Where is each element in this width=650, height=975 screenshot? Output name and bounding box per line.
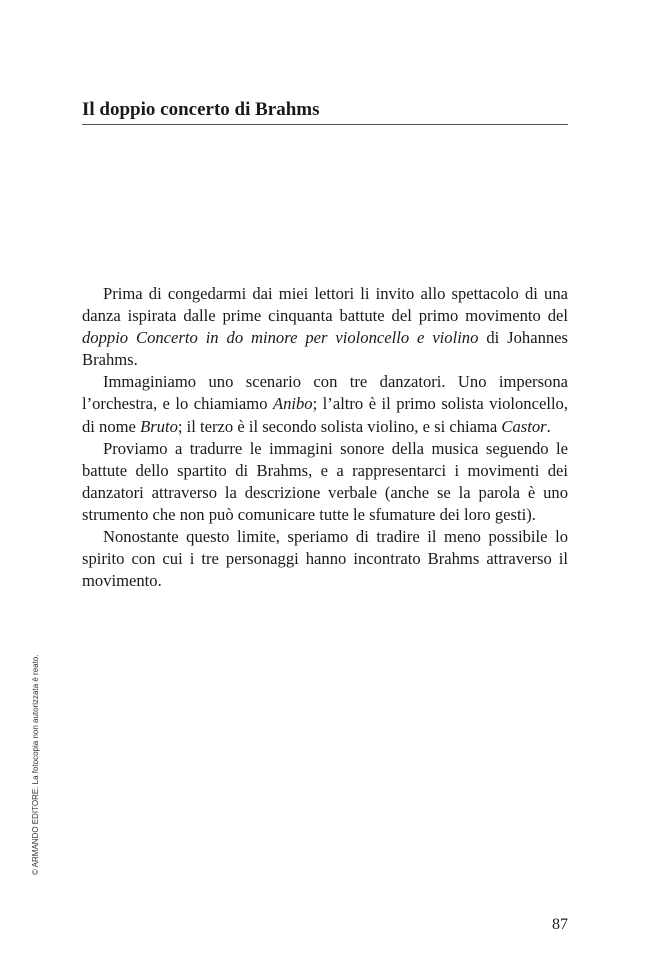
paragraph-2 xyxy=(82,371,568,437)
paragraph-1-text-a: Prima di congedarmi dai miei lettori li invito allo spettacolo di una danza ispirata dalle prime cinquanta battute del primo movimento del xyxy=(82,284,568,326)
paragraph-1-work-title: doppio Concerto in do minore per violoncello e violino xyxy=(82,328,479,348)
paragraph-2-text-d: . xyxy=(546,416,551,436)
paragraph-4: Nonostante questo limite, speriamo di tradire il meno possibile lo spirito con cui i tre personaggi hanno incontrato Brahms attraverso il movimento. xyxy=(82,527,568,591)
dancer-name-castor: Castor xyxy=(501,416,547,436)
paragraph-3: Proviamo a tradurre le immagini sonore della musica seguendo le battute dello spartito di Brahms, e a rappresentarci i movimenti dei danzatori attraverso la descrizione verbale (anche se la parola è uno strumento che non può comunicare tutte le sfumature dei loro gesti). xyxy=(82,438,568,524)
copyright-notice: © ARMANDO EDITORE. La fotocopia non autorizzata è reato. xyxy=(31,654,40,875)
paragraph-1 xyxy=(82,283,568,371)
dancer-name-bruto: Bruto xyxy=(140,416,178,436)
paragraph-2-text-a: Immaginiamo uno scenario con tre danzatori. Uno impersona l’orchestra, e lo chiamiamo xyxy=(82,372,568,414)
body-text xyxy=(82,283,568,592)
paragraph-2-text-b: ; l’altro è il primo solista violoncello, di nome xyxy=(82,394,569,436)
paragraph-1-text-b: di Johannes Brahms. xyxy=(82,328,568,370)
page-number: 87 xyxy=(552,916,568,933)
dancer-name-anibo: Anibo xyxy=(272,394,313,414)
chapter-title: Il doppio concerto di Brahms xyxy=(82,98,568,125)
paragraph-2-text-c: ; il terzo è il secondo solista violino, e si chiama xyxy=(177,416,502,436)
